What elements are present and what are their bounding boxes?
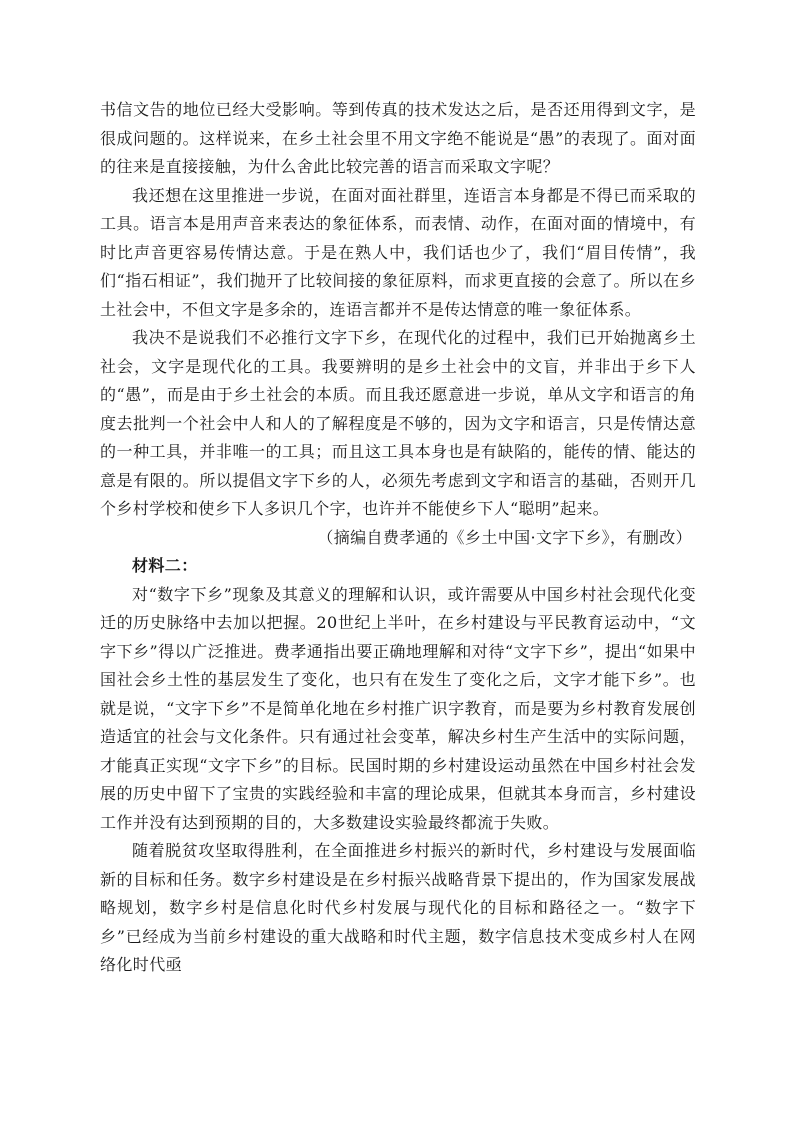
article-body [100,96,696,980]
paragraph-4: 对“数字下乡”现象及其意义的理解和认识，或许需要从中国乡村社会现代化变迁的历史脉络中去加以把握。20世纪上半叶，在乡村建设与平民教育运动中，“文字下乡”得以广泛推进。费孝通指出要正确地理解和对待“文字下乡”，提出“如果中国社会乡土性的基层发生了变化，也只有在发生了变化之后，文字才能下乡”。也就是说，“文字下乡”不是简单化地在乡村推广识字教育，而是要为乡村教育发展创造适宜的社会与文化条件。只有通过社会变革，解决乡村生产生活中的实际问题，才能真正实现“文字下乡”的目标。民国时期的乡村建设运动虽然在中国乡村社会发展的历史中留下了宝贵的实践经验和丰富的理论成果，但就其本身而言，乡村建设工作并没有达到预期的目的，大多数建设实验最终都流于失败。 [100,584,696,832]
source-citation: （摘编自费孝通的《乡土中国·文字下乡》，有删改） [317,527,692,547]
section-heading-material-2: 材料二： [132,556,198,575]
paragraph-3: 我决不是说我们不必推行文字下乡，在现代化的过程中，我们已开始抛离乡土社会，文字是现代化的工具。我要辨明的是乡土社会中的文盲，并非出于乡下人的“愚”，而是由于乡土社会的本质。而且我还愿意进一步说，单从文字和语言的角度去批判一个社会中人和人的了解程度是不够的，因为文字和语言，只是传情达意的一种工具，并非唯一的工具；而且这工具本身也是有缺陷的，能传的情、能达的意是有限的。所以提倡文字下乡的人，必须先考虑到文字和语言的基础，否则开几个乡村学校和使乡下人多识几个字，也许并不能使乡下人“聪明”起来。 [100,328,696,518]
paragraph-1: 书信文告的地位已经大受影响。等到传真的技术发达之后，是否还用得到文字，是很成问题的。这样说来，在乡土社会里不用文字绝不能说是“愚”的表现了。面对面的往来是直接接触，为什么舍此比较完善的语言而采取文字呢？ [100,100,696,176]
paragraph-2: 我还想在这里推进一步说，在面对面社群里，连语言本身都是不得已而采取的工具。语言本是用声音来表达的象征体系，而表情、动作，在面对面的情境中，有时比声音更容易传情达意。于是在熟人中，我们话也少了，我们“眉目传情”，我们“指石相证”，我们抛开了比较间接的象征原料，而求更直接的会意了。所以在乡土社会中，不但文字是多余的，连语言都并不是传达情意的唯一象征体系。 [100,185,696,319]
paragraph-5: 随着脱贫攻坚取得胜利，在全面推进乡村振兴的新时代，乡村建设与发展面临新的目标和任务。数字乡村建设是在乡村振兴战略背景下提出的，作为国家发展战略规划，数字乡村是信息化时代乡村发展与现代化的目标和路径之一。“数字下乡”已经成为当前乡村建设的重大战略和时代主题，数字信息技术变成乡村人在网络化时代亟 [100,841,696,974]
